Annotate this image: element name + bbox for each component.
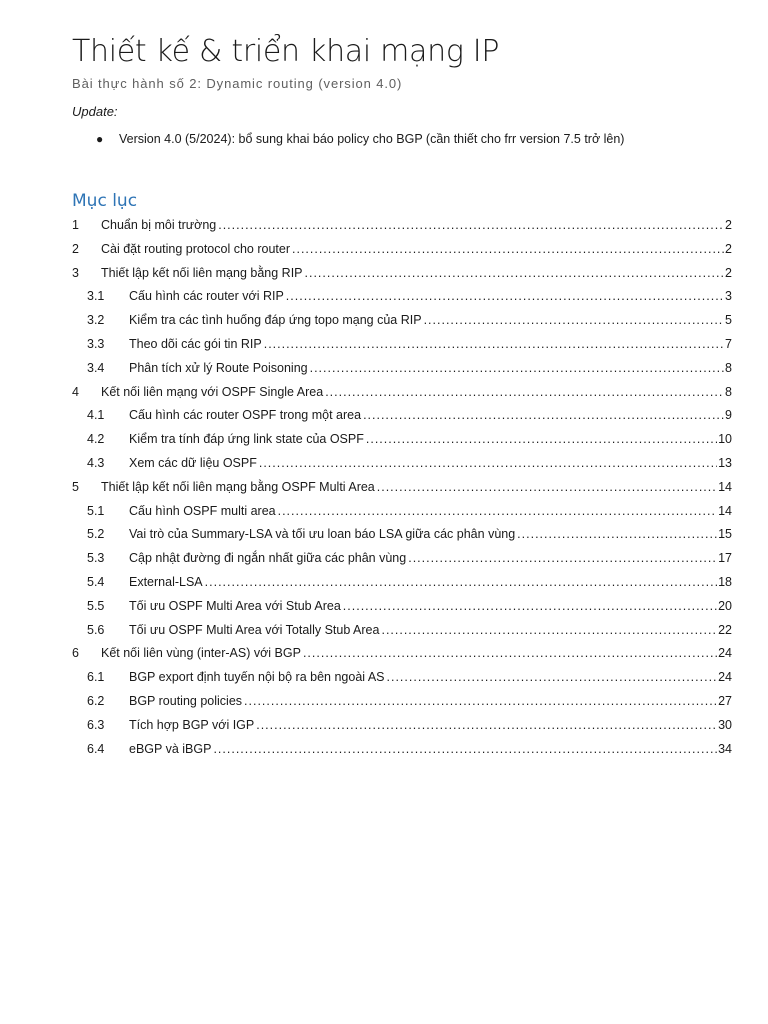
toc-entry-page[interactable]: 14 <box>718 503 732 518</box>
toc-dot-leader <box>325 382 724 402</box>
toc-entry-number: 3.3 <box>87 336 105 351</box>
toc-entry-title[interactable]: Vai trò của Summary-LSA và tối ưu loan báo LSA giữa các phân vùng <box>129 527 516 542</box>
document-subtitle: Bài thực hành số 2: Dynamic routing (version 4.0) <box>72 76 403 91</box>
toc-entry[interactable] <box>72 286 732 310</box>
toc-entry[interactable] <box>72 239 732 263</box>
update-list <box>72 130 624 148</box>
toc-entry-number: 5.4 <box>87 574 105 589</box>
toc-entry-title[interactable]: Cấu hình các router với RIP <box>129 289 284 304</box>
toc-entry-title[interactable]: Kết nối liên vùng (inter-AS) với BGP <box>101 646 301 661</box>
toc-entry-page[interactable]: 18 <box>718 574 732 589</box>
toc-dot-leader <box>205 572 717 592</box>
toc-entry[interactable] <box>72 501 732 525</box>
toc-dot-leader <box>408 548 717 568</box>
toc-entry-title[interactable]: Theo dõi các gói tin RIP <box>129 336 262 351</box>
toc-entry-page[interactable]: 24 <box>718 646 732 661</box>
toc-entry-title[interactable]: Kiểm tra các tình huống đáp ứng topo mạng của RIP <box>129 313 422 328</box>
toc-entry-title[interactable]: Tích hợp BGP với IGP <box>129 717 255 732</box>
toc-dot-leader <box>303 643 717 663</box>
document-title: Thiết kế & triển khai mạng IP <box>72 34 500 69</box>
toc-entry[interactable] <box>72 715 732 739</box>
toc-entry-number: 2 <box>72 241 79 256</box>
toc-entry[interactable] <box>72 667 732 691</box>
toc-entry[interactable] <box>72 263 732 287</box>
toc-entry-title[interactable]: External-LSA <box>129 574 203 589</box>
toc-dot-leader <box>343 596 717 616</box>
update-label: Update: <box>72 104 118 119</box>
toc-entry-title[interactable]: Tối ưu OSPF Multi Area với Totally Stub Area <box>129 622 380 637</box>
toc-entry-page[interactable]: 14 <box>718 479 732 494</box>
toc-dot-leader <box>218 215 724 235</box>
toc-entry-number: 5 <box>72 479 79 494</box>
toc-entry-title[interactable]: Chuẩn bị môi trường <box>101 218 217 232</box>
toc-entry-number: 5.5 <box>87 598 105 613</box>
toc-entry-title[interactable]: BGP routing policies <box>129 693 243 708</box>
toc-entry-number: 6.2 <box>87 693 105 708</box>
toc-entry-title[interactable]: Cấu hình OSPF multi area <box>129 503 276 518</box>
toc-entry-title[interactable]: Thiết lập kết nối liên mạng bằng OSPF Multi Area <box>101 479 375 494</box>
toc-entry-title[interactable]: Thiết lập kết nối liên mạng bằng RIP <box>101 265 303 280</box>
toc-entry-page[interactable]: 2 <box>725 218 732 232</box>
toc-entry-number: 4.1 <box>87 408 105 423</box>
toc-entry-title[interactable]: eBGP và iBGP <box>129 741 212 756</box>
toc-entry-page[interactable]: 24 <box>718 670 732 685</box>
toc-entry-page[interactable]: 9 <box>725 408 732 423</box>
toc-entry-number: 3.1 <box>87 289 105 304</box>
toc-heading: Mục lục <box>72 191 138 211</box>
toc-dot-leader <box>305 263 725 283</box>
toc-entry[interactable] <box>72 215 732 239</box>
toc-entry-page[interactable]: 5 <box>725 313 732 328</box>
update-item <box>72 130 624 148</box>
toc-dot-leader <box>213 739 717 759</box>
toc-entry[interactable] <box>72 429 732 453</box>
toc-entry-page[interactable]: 8 <box>725 384 732 399</box>
toc-dot-leader <box>377 477 717 497</box>
toc-entry-page[interactable]: 7 <box>725 336 732 351</box>
toc-dot-leader <box>363 405 724 425</box>
toc-entry-number: 4.3 <box>87 455 105 470</box>
toc-dot-leader <box>256 715 717 735</box>
toc-entry[interactable] <box>72 620 732 644</box>
toc-entry[interactable] <box>72 405 732 429</box>
toc-entry[interactable] <box>72 453 732 477</box>
toc-dot-leader <box>259 453 717 473</box>
toc-entry[interactable] <box>72 310 732 334</box>
toc-entry-page[interactable]: 8 <box>725 360 732 375</box>
toc-entry[interactable] <box>72 548 732 572</box>
toc-entry[interactable] <box>72 739 732 763</box>
toc-entry[interactable] <box>72 382 732 406</box>
toc-dot-leader <box>278 501 717 521</box>
toc-entry-number: 6 <box>72 646 79 661</box>
toc-entry-page[interactable]: 2 <box>725 241 732 256</box>
toc-dot-leader <box>517 524 717 544</box>
toc-entry[interactable] <box>72 477 732 501</box>
toc-entry-page[interactable]: 17 <box>718 551 732 566</box>
toc-entry-page[interactable]: 30 <box>718 717 732 732</box>
toc-entry-number: 6.4 <box>87 741 105 756</box>
toc-entry[interactable] <box>72 358 732 382</box>
toc-entry-title[interactable]: Kiểm tra tính đáp ứng link state của OSPF <box>129 432 364 447</box>
toc-entry-page[interactable]: 20 <box>718 598 732 613</box>
toc-entry-title[interactable]: Cài đặt routing protocol cho router <box>101 241 290 256</box>
bullet-icon: ● <box>96 132 104 146</box>
toc-entry-title[interactable]: Xem các dữ liệu OSPF <box>129 455 257 470</box>
toc-entry-page[interactable]: 15 <box>718 527 732 542</box>
toc-entry-title[interactable]: Tối ưu OSPF Multi Area với Stub Area <box>129 598 341 613</box>
toc-dot-leader <box>381 620 717 640</box>
toc-entry-number: 4 <box>72 384 79 399</box>
toc-dot-leader <box>310 358 724 378</box>
toc-entry-number: 4.2 <box>87 432 105 447</box>
toc-entry-page[interactable]: 3 <box>725 289 732 304</box>
toc-entry[interactable] <box>72 572 732 596</box>
toc-entry-number: 3 <box>72 265 79 280</box>
toc-dot-leader <box>387 667 718 687</box>
toc-entry-number: 6.1 <box>87 670 105 685</box>
toc-entry-page[interactable]: 13 <box>718 455 732 470</box>
toc-entry-page[interactable]: 10 <box>718 432 732 447</box>
update-text: Version 4.0 (5/2024): bổ sung khai báo policy cho BGP (cần thiết cho frr version 7.5 trở lên) <box>119 132 625 146</box>
toc-entry[interactable] <box>72 524 732 548</box>
toc-entry-title[interactable]: Kết nối liên mạng với OSPF Single Area <box>101 384 324 399</box>
toc-dot-leader <box>244 691 717 711</box>
toc-entry[interactable] <box>72 334 732 358</box>
toc-entry-number: 5.6 <box>87 622 105 637</box>
toc-entry-number: 5.1 <box>87 503 105 518</box>
toc-dot-leader <box>264 334 724 354</box>
toc-dot-leader <box>424 310 724 330</box>
toc-dot-leader <box>292 239 724 259</box>
toc-entry-title[interactable]: BGP export định tuyến nội bộ ra bên ngoài AS <box>129 670 385 685</box>
table-of-contents <box>72 215 732 762</box>
toc-entry-page[interactable]: 27 <box>718 693 732 708</box>
toc-entry-page[interactable]: 22 <box>718 622 732 637</box>
toc-entry-title[interactable]: Cấu hình các router OSPF trong một area <box>129 408 362 423</box>
toc-entry-number: 1 <box>72 218 79 232</box>
toc-entry-title[interactable]: Cập nhật đường đi ngắn nhất giữa các phân vùng <box>129 551 407 566</box>
toc-entry-page[interactable]: 34 <box>718 741 732 756</box>
toc-dot-leader <box>286 286 724 306</box>
toc-dot-leader <box>366 429 717 449</box>
toc-entry[interactable] <box>72 596 732 620</box>
toc-entry-number: 6.3 <box>87 717 105 732</box>
toc-entry[interactable] <box>72 691 732 715</box>
toc-entry-number: 5.2 <box>87 527 105 542</box>
toc-entry-number: 3.2 <box>87 313 105 328</box>
toc-entry-title[interactable]: Phân tích xử lý Route Poisoning <box>129 360 308 375</box>
toc-entry-number: 5.3 <box>87 551 105 566</box>
toc-entry-number: 3.4 <box>87 360 105 375</box>
toc-entry[interactable] <box>72 643 732 667</box>
toc-entry-page[interactable]: 2 <box>725 265 732 280</box>
